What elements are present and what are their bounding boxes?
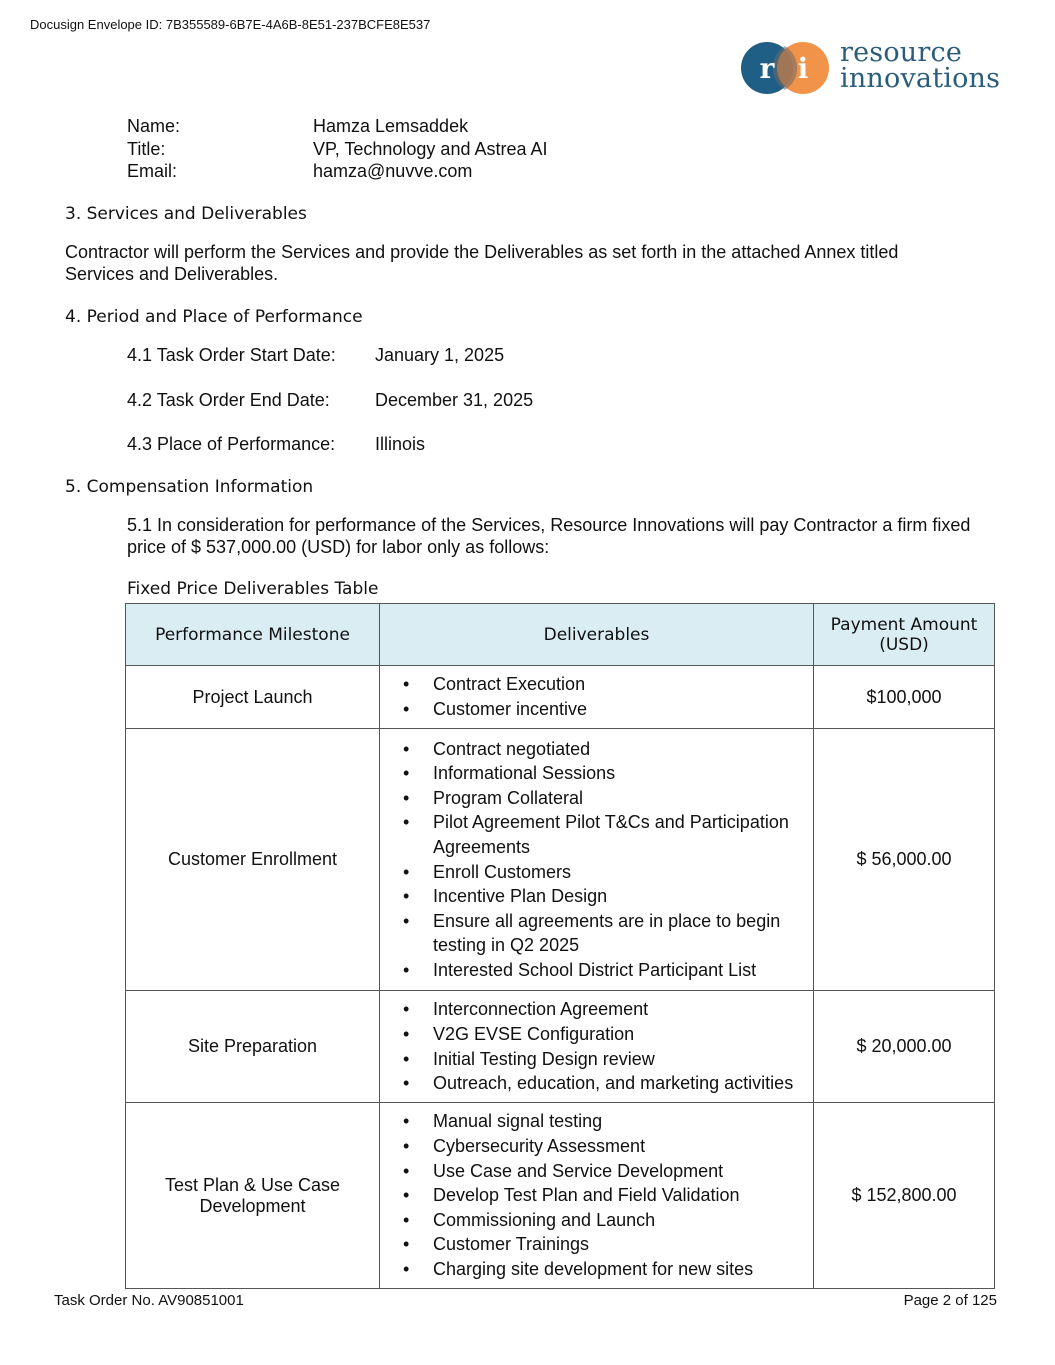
contact-value: Hamza Lemsaddek xyxy=(313,116,469,136)
list-item: • Charging site development for new sites xyxy=(433,1257,813,1282)
deliverables-cell xyxy=(380,729,814,991)
ri-logo-icon xyxy=(740,40,832,96)
list-item: • Informational Sessions xyxy=(433,761,813,786)
contact-label: Email: xyxy=(127,161,178,181)
list-item: • Ensure all agreements are in place to begin testing in Q2 2025 xyxy=(433,909,813,958)
end-date-value: December 31, 2025 xyxy=(375,390,534,410)
page-number: Page 2 of 125 xyxy=(903,1292,997,1309)
header-milestone: Performance Milestone xyxy=(126,604,380,666)
table-row xyxy=(126,729,995,991)
deliverables-list xyxy=(380,672,813,721)
contact-info xyxy=(127,115,548,183)
deliverables-table xyxy=(125,603,995,1289)
deliverables-cell xyxy=(380,991,814,1103)
list-item: • Use Case and Service Development xyxy=(433,1159,813,1184)
deliverables-cell xyxy=(380,1103,814,1289)
logo-line-1: resource xyxy=(840,37,962,68)
list-item: • Customer Trainings xyxy=(433,1232,813,1257)
list-item: • Customer incentive xyxy=(433,697,813,722)
amount-cell: $100,000 xyxy=(814,666,995,729)
company-logo xyxy=(740,37,1015,98)
table-header-row xyxy=(126,604,995,666)
list-item: • Contract Execution xyxy=(433,672,813,697)
table-row xyxy=(126,991,995,1103)
contact-email-row xyxy=(127,160,548,183)
start-date-label: 4.1 Task Order Start Date: xyxy=(127,345,336,365)
end-date-row xyxy=(127,390,533,411)
end-date-label: 4.2 Task Order End Date: xyxy=(127,390,330,410)
contact-name-row xyxy=(127,115,548,138)
deliverables-list xyxy=(380,1109,813,1281)
list-item: • Contract negotiated xyxy=(433,737,813,762)
contact-email-value: hamza@nuvve.com xyxy=(313,161,473,181)
milestone-cell: Test Plan & Use Case Development xyxy=(126,1103,380,1289)
milestone-cell: Customer Enrollment xyxy=(126,729,380,991)
milestone-cell: Project Launch xyxy=(126,666,380,729)
start-date-row xyxy=(127,345,504,366)
contact-label: Name: xyxy=(127,116,181,136)
list-item: • Enroll Customers xyxy=(433,860,813,885)
header-amount: Payment Amount (USD) xyxy=(814,604,995,666)
list-item: • Initial Testing Design review xyxy=(433,1047,813,1072)
logo-line-2: innovations xyxy=(840,63,1001,94)
section-3-heading: 3. Services and Deliverables xyxy=(65,204,307,224)
amount-cell: $ 56,000.00 xyxy=(814,729,995,991)
contact-value: VP, Technology and Astrea AI xyxy=(313,138,548,159)
list-item: • V2G EVSE Configuration xyxy=(433,1022,813,1047)
deliverables-list xyxy=(380,737,813,983)
logo-mark-r: r xyxy=(759,52,775,85)
list-item: • Manual signal testing xyxy=(433,1109,813,1134)
table-row xyxy=(126,666,995,729)
table-row xyxy=(126,1103,995,1289)
logo-mark-i: i xyxy=(797,52,809,85)
task-order-number: Task Order No. AV90851001 xyxy=(54,1292,244,1309)
list-item: • Outreach, education, and marketing activities xyxy=(433,1071,813,1096)
section-5-text: 5.1 In consideration for performance of the Services, Resource Innovations will pay Contractor a firm fixed price of $ 537,000.00 (USD) for labor only as follows: xyxy=(127,515,971,557)
list-item: • Interconnection Agreement xyxy=(433,997,813,1022)
deliverables-list xyxy=(380,997,813,1095)
place-label: 4.3 Place of Performance: xyxy=(127,434,336,454)
section-4-heading: 4. Period and Place of Performance xyxy=(65,307,363,327)
list-item: • Commissioning and Launch xyxy=(433,1208,813,1233)
contact-title-row xyxy=(127,138,548,161)
amount-cell: $ 20,000.00 xyxy=(814,991,995,1103)
list-item: • Interested School District Participant List xyxy=(433,958,813,983)
start-date-value: January 1, 2025 xyxy=(375,345,505,365)
amount-cell: $ 152,800.00 xyxy=(814,1103,995,1289)
milestone-cell: Site Preparation xyxy=(126,991,380,1103)
header-deliverables: Deliverables xyxy=(380,604,814,666)
contact-label: Title: xyxy=(127,138,166,159)
section-5-heading: 5. Compensation Information xyxy=(65,477,314,497)
list-item: • Pilot Agreement Pilot T&Cs and Participation Agreements xyxy=(433,810,813,859)
table-title: Fixed Price Deliverables Table xyxy=(127,579,379,599)
list-item: • Cybersecurity Assessment xyxy=(433,1134,813,1159)
place-value: Illinois xyxy=(375,434,426,454)
list-item: • Program Collateral xyxy=(433,786,813,811)
envelope-id: Docusign Envelope ID: 7B355589-6B7E-4A6B-8E51-237BCFE8E537 xyxy=(30,17,431,32)
place-row xyxy=(127,434,425,455)
deliverables-cell xyxy=(380,666,814,729)
list-item: • Develop Test Plan and Field Validation xyxy=(433,1183,813,1208)
list-item: • Incentive Plan Design xyxy=(433,884,813,909)
section-3-text: Contractor will perform the Services and provide the Deliverables as set forth in the attached Annex titled Services and Deliverables. xyxy=(65,242,899,284)
logo-wordmark xyxy=(840,37,1001,94)
